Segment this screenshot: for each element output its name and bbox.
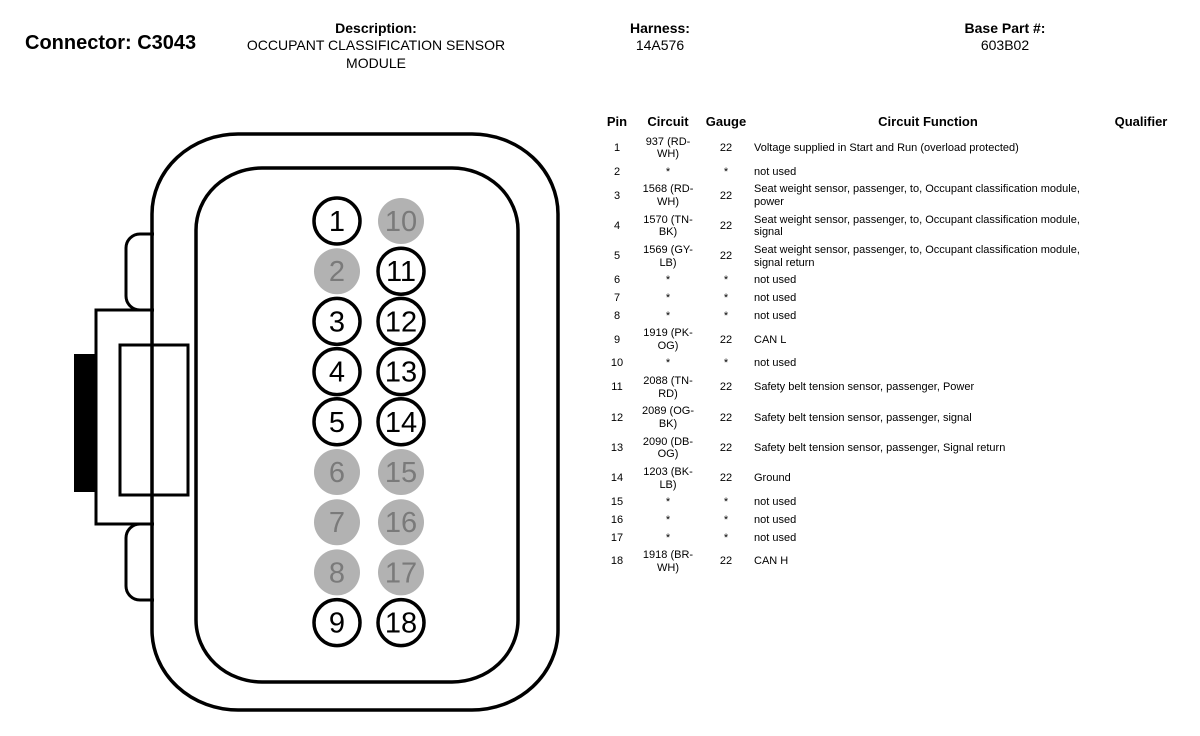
circuit-function-cell: not used: [754, 165, 797, 178]
pin-cell: 9: [613, 333, 621, 346]
description-block: [226, 20, 526, 72]
pin-cell: 3: [613, 189, 621, 202]
qualifier-cell: [1104, 211, 1178, 241]
gauge-cell: *: [723, 274, 729, 287]
circuit-cell: 2088 (TN-RD): [643, 375, 693, 400]
pin-number-18: 18: [384, 607, 418, 640]
description-value: OCCUPANT CLASSIFICATION SENSOR MODULE: [246, 37, 506, 72]
pin-cell: 1: [613, 141, 621, 154]
pin-number-15: 15: [384, 457, 418, 489]
qualifier-cell: [1104, 307, 1178, 325]
circuit-cell: 2089 (OG-BK): [642, 405, 694, 431]
pin-number-9: 9: [328, 607, 346, 640]
pin-cell: 2: [613, 165, 621, 178]
qualifier-cell: [1104, 403, 1178, 433]
column-header-gauge: Gauge: [705, 114, 747, 129]
circuit-cell: *: [665, 274, 671, 287]
pin-number-4: 4: [328, 356, 346, 389]
description-label: Description:: [335, 20, 417, 36]
gauge-cell: 22: [719, 333, 733, 346]
lock-tab: [74, 354, 97, 492]
pin-number-3: 3: [328, 306, 346, 339]
pin-row-17: [598, 529, 1178, 547]
pin-row-10: [598, 355, 1178, 373]
pin-row-1: [598, 133, 1178, 163]
table-header-row: [598, 112, 1178, 133]
pin-cell: 13: [610, 441, 624, 454]
pin-number-16: 16: [384, 507, 418, 540]
circuit-function-cell: Voltage supplied in Start and Run (overload protected): [754, 141, 1019, 154]
circuit-cell: *: [665, 309, 671, 322]
pin-number-5: 5: [328, 406, 346, 439]
pin-row-18: [598, 547, 1178, 577]
circuit-cell: 2090 (DB-OG): [642, 435, 694, 461]
gauge-cell: 22: [719, 472, 733, 485]
circuit-function-cell: Seat weight sensor, passenger, to, Occupant classification module, signal return: [754, 243, 1080, 269]
pin-row-4: [598, 211, 1178, 241]
pin-row-13: [598, 433, 1178, 463]
pin-cell: 16: [610, 513, 624, 526]
column-header-circuit: Circuit: [647, 114, 689, 129]
qualifier-cell: [1104, 433, 1178, 463]
circuit-function-cell: CAN L: [754, 333, 787, 346]
circuit-cell: 1570 (TN-BK): [643, 213, 693, 239]
circuit-function-cell: not used: [754, 309, 797, 322]
mount-clip-bottom: [126, 524, 154, 600]
circuit-cell: 1569 (GY-LB): [643, 243, 693, 269]
circuit-function-cell: Seat weight sensor, passenger, to, Occupant classification module, power: [754, 183, 1080, 209]
circuit-function-cell: not used: [754, 274, 797, 287]
circuit-cell: 1919 (PK-OG): [643, 327, 693, 352]
circuit-function-cell: Safety belt tension sensor, passenger, Signal return: [754, 441, 1006, 454]
circuit-cell: *: [665, 291, 671, 304]
table-body: [598, 133, 1178, 577]
pin-row-9: [598, 325, 1178, 355]
pin-number-17: 17: [384, 557, 418, 590]
gauge-cell: *: [723, 291, 729, 304]
qualifier-cell: [1104, 355, 1178, 373]
pin-number-7: 7: [328, 507, 346, 540]
qualifier-cell: [1104, 325, 1178, 355]
pin-number-13: 13: [384, 356, 418, 389]
gauge-cell: 22: [719, 250, 733, 263]
pin-cell: 14: [610, 472, 624, 485]
pin-cell: 6: [613, 274, 621, 287]
pin-cell: 15: [610, 496, 624, 509]
pin-row-3: [598, 181, 1178, 211]
pin-number-11: 11: [385, 256, 417, 289]
pin-cell: 18: [610, 555, 624, 568]
pin-cell: 10: [610, 357, 624, 370]
qualifier-cell: [1104, 163, 1178, 181]
pin-cell: 8: [613, 309, 621, 322]
circuit-function-cell: not used: [754, 531, 797, 544]
pin-cell: 7: [613, 291, 621, 304]
pin-cell: 12: [610, 411, 624, 424]
pin-row-6: [598, 272, 1178, 290]
pin-number-10: 10: [384, 206, 418, 238]
circuit-cell: 1203 (BK-LB): [643, 465, 693, 491]
gauge-cell: 22: [719, 381, 733, 394]
pin-cell: 4: [613, 220, 621, 233]
connector-title: Connector: C3043: [25, 32, 197, 54]
base-part-label: Base Part #:: [964, 20, 1046, 36]
pin-cell: 17: [610, 531, 624, 544]
qualifier-cell: [1104, 547, 1178, 577]
gauge-cell: *: [723, 513, 729, 526]
gauge-cell: 22: [719, 411, 733, 424]
circuit-function-cell: not used: [754, 513, 797, 526]
pin-number-14: 14: [384, 406, 418, 439]
circuit-function-cell: CAN H: [754, 555, 789, 568]
harness-label: Harness:: [630, 20, 690, 36]
circuit-function-cell: Seat weight sensor, passenger, to, Occupant classification module, signal: [754, 213, 1080, 239]
gauge-cell: 22: [719, 555, 733, 568]
connector-diagram: [70, 112, 570, 727]
pin-row-11: [598, 373, 1178, 403]
circuit-cell: *: [665, 357, 671, 370]
mount-bracket-outer: [96, 310, 154, 524]
base-part-value: 603B02: [980, 37, 1030, 53]
circuit-cell: 937 (RD-WH): [645, 135, 691, 161]
pin-number-6: 6: [328, 457, 346, 489]
column-header-qualifier: Qualifier: [1114, 114, 1168, 129]
pin-row-15: [598, 494, 1178, 512]
circuit-cell: *: [665, 165, 671, 178]
circuit-function-cell: Safety belt tension sensor, passenger, signal: [754, 411, 972, 424]
gauge-cell: *: [723, 309, 729, 322]
pin-row-16: [598, 511, 1178, 529]
qualifier-cell: [1104, 463, 1178, 493]
pin-row-14: [598, 463, 1178, 493]
circuit-cell: *: [665, 531, 671, 544]
pin-cell: 11: [611, 381, 623, 394]
gauge-cell: 22: [719, 220, 733, 233]
column-header-pin: Pin: [606, 114, 628, 129]
circuit-cell: *: [665, 513, 671, 526]
pin-row-7: [598, 289, 1178, 307]
circuit-function-cell: Safety belt tension sensor, passenger, Power: [754, 381, 975, 394]
qualifier-cell: [1104, 181, 1178, 211]
harness-value: 14A576: [635, 37, 685, 53]
qualifier-cell: [1104, 289, 1178, 307]
gauge-cell: 22: [719, 441, 733, 454]
pin-row-8: [598, 307, 1178, 325]
gauge-cell: 22: [719, 141, 733, 154]
circuit-function-cell: not used: [754, 291, 797, 304]
column-header-circuit-function: Circuit Function: [878, 114, 978, 129]
qualifier-cell: [1104, 529, 1178, 547]
gauge-cell: *: [723, 357, 729, 370]
pin-cell: 5: [613, 250, 621, 263]
pin-number-12: 12: [384, 306, 418, 339]
gauge-cell: *: [723, 496, 729, 509]
pin-row-5: [598, 241, 1178, 271]
mount-clip-top: [126, 234, 154, 310]
circuit-cell: *: [665, 496, 671, 509]
circuit-cell: 1918 (BR-WH): [642, 549, 694, 574]
base-part-block: [935, 20, 1075, 54]
qualifier-cell: [1104, 494, 1178, 512]
pin-table: [598, 112, 1178, 577]
circuit-function-cell: not used: [754, 496, 797, 509]
qualifier-cell: [1104, 373, 1178, 403]
qualifier-cell: [1104, 511, 1178, 529]
gauge-cell: 22: [719, 189, 733, 202]
gauge-cell: *: [723, 531, 729, 544]
circuit-cell: 1568 (RD-WH): [642, 183, 694, 209]
harness-block: [595, 20, 725, 54]
pin-number-1: 1: [328, 206, 346, 238]
circuit-function-cell: Ground: [754, 472, 791, 485]
qualifier-cell: [1104, 272, 1178, 290]
pin-number-2: 2: [328, 256, 346, 289]
qualifier-cell: [1104, 241, 1178, 271]
gauge-cell: *: [723, 165, 729, 178]
qualifier-cell: [1104, 133, 1178, 163]
pin-row-12: [598, 403, 1178, 433]
pin-row-2: [598, 163, 1178, 181]
pin-number-8: 8: [328, 557, 346, 590]
circuit-function-cell: not used: [754, 357, 797, 370]
